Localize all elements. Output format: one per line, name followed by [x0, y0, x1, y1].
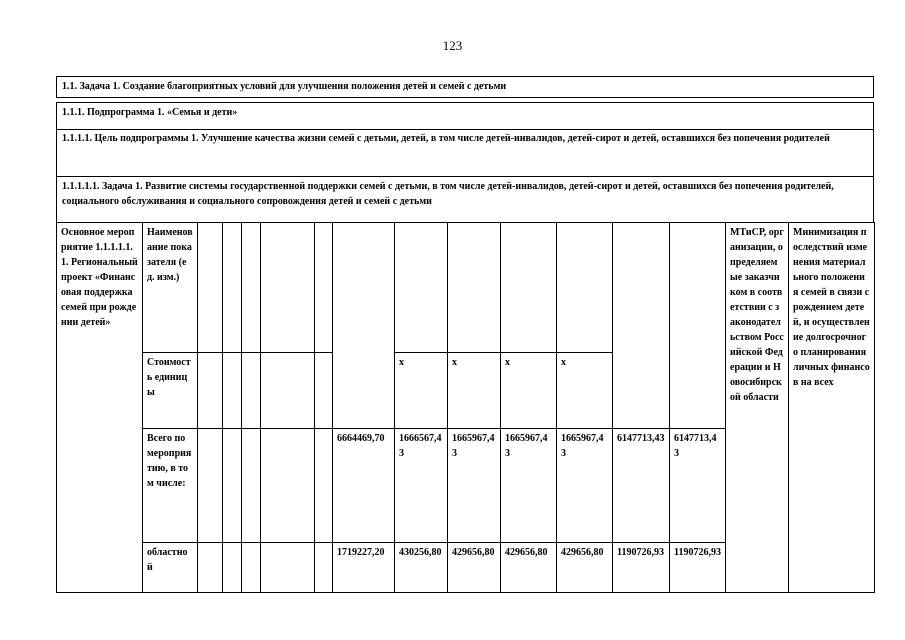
- main-activity-cell: Основное мероприятие 1.1.1.1.1.1. Региональный проект «Финансовая поддержка семей при рождении детей»: [57, 223, 143, 593]
- value-cell: x: [501, 353, 557, 429]
- value-cell: [261, 429, 315, 543]
- value-cell: [315, 429, 333, 543]
- value-cell: 1666567,43: [395, 429, 448, 543]
- value-cell: [223, 429, 242, 543]
- value-cell: x: [557, 353, 613, 429]
- value-cell: [242, 223, 261, 353]
- value-cell: [501, 223, 557, 353]
- row-label: областной: [143, 543, 198, 593]
- row-label: Стоимость единицы: [143, 353, 198, 429]
- subtask-header: 1.1.1.1.1. Задача 1. Развитие системы государственной поддержки семей с детьми, в том числе детей-инвалидов, детей-сирот и детей, оставшихся без попечения родителей, социального обслуживания и социального сопровождения детей и семей с детьми: [56, 177, 874, 223]
- value-cell: [315, 223, 333, 353]
- value-cell: 430256,80: [395, 543, 448, 593]
- table-row: [57, 223, 875, 353]
- value-cell: 6664469,70: [333, 429, 395, 543]
- page-number: 123: [442, 38, 463, 53]
- expected-result-cell: Минимизация последствий изменения материального положения семей в связи с рождением детей, и осуществление долгосрочного планирования личных финансов на всех: [789, 223, 875, 593]
- activity-table: [56, 222, 875, 593]
- value-cell: [448, 223, 501, 353]
- value-cell: 1190726,93: [613, 543, 670, 593]
- executor-cell: МТиСР, организации, определяемые заказчиком в соответствии с законодательством Российской Федерации и Новосибирской области: [726, 223, 789, 593]
- value-cell: [261, 543, 315, 593]
- value-cell: [223, 223, 242, 353]
- value-cell: [242, 543, 261, 593]
- value-cell: [261, 353, 315, 429]
- value-cell: [242, 353, 261, 429]
- value-cell: 6147713,43: [613, 429, 670, 543]
- value-cell: [670, 223, 726, 429]
- value-cell: 6147713,43: [670, 429, 726, 543]
- value-cell: [315, 543, 333, 593]
- value-cell: 429656,80: [448, 543, 501, 593]
- value-cell: 1719227,20: [333, 543, 395, 593]
- goal-header: 1.1.1.1. Цель подпрограммы 1. Улучшение качества жизни семей с детьми, детей, в том числе детей-инвалидов, детей-сирот и детей, оставшихся без попечения родителей: [56, 129, 874, 177]
- value-cell: 429656,80: [557, 543, 613, 593]
- value-cell: [223, 543, 242, 593]
- value-cell: x: [448, 353, 501, 429]
- row-label: Всего по мероприятию, в том числе:: [143, 429, 198, 543]
- value-cell: 1665967,43: [448, 429, 501, 543]
- value-cell: [198, 353, 223, 429]
- task-header: 1.1. Задача 1. Создание благоприятных условий для улучшения положения детей и семей с детьми: [56, 76, 874, 98]
- value-cell: [198, 223, 223, 353]
- value-cell: [613, 223, 670, 429]
- value-cell: [198, 429, 223, 543]
- value-cell: 1665967,43: [557, 429, 613, 543]
- value-cell: [315, 353, 333, 429]
- value-cell: 429656,80: [501, 543, 557, 593]
- row-label: Наименование показателя (ед. изм.): [143, 223, 198, 353]
- value-cell: x: [395, 353, 448, 429]
- value-cell: [198, 543, 223, 593]
- value-cell: [261, 223, 315, 353]
- value-cell: [223, 353, 242, 429]
- subprogram-header: 1.1.1. Подпрограмма 1. «Семья и дети»: [56, 102, 874, 130]
- value-cell: [395, 223, 448, 353]
- value-cell: [333, 223, 395, 429]
- value-cell: 1190726,93: [670, 543, 726, 593]
- value-cell: [242, 429, 261, 543]
- value-cell: [557, 223, 613, 353]
- value-cell: 1665967,43: [501, 429, 557, 543]
